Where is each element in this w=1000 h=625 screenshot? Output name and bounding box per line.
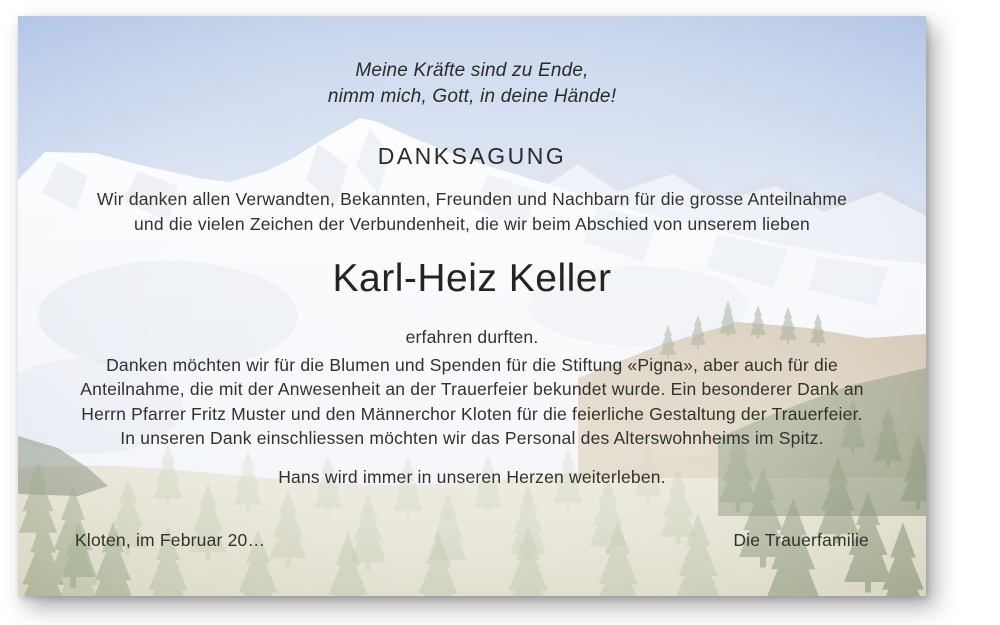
deceased-name: Karl-Heiz Keller xyxy=(332,257,612,300)
quote-line-1: Meine Kräfte sind zu Ende, xyxy=(355,60,589,81)
card-text xyxy=(18,16,926,596)
thanks-paragraph xyxy=(80,353,863,451)
quote-line-2: nimm mich, Gott, in deine Hände! xyxy=(327,86,617,107)
remembrance-line: Hans wird immer in unseren Herzen weiterleben. xyxy=(278,466,666,487)
opening-quote xyxy=(328,58,616,110)
place-date: Kloten, im Februar 20… xyxy=(75,529,266,550)
intro-line-2: und die vielen Zeichen der Verbundenheit, die wir beim Abschied von unserem lieben xyxy=(134,213,810,234)
memorial-card xyxy=(18,16,926,596)
thanks-line-2: Anteilnahme, die mit der Anwesenheit an der Trauerfeier bekundet wurde. Ein besonderer Dank an xyxy=(80,379,864,399)
signature: Die Trauerfamilie xyxy=(733,529,869,550)
thanks-line-1: Danken möchten wir für die Blumen und Spenden für die Stiftung «Pigna», aber auch für die xyxy=(106,354,838,375)
thanks-line-4: In unseren Dank einschliessen möchten wir das Personal des Alterswohnheims im Spitz. xyxy=(120,428,824,448)
card-footer xyxy=(75,528,869,553)
card-title: DANKSAGUNG xyxy=(377,143,567,169)
after-name-line: erfahren durften. xyxy=(405,327,539,347)
intro-paragraph xyxy=(97,187,847,236)
thanks-line-3: Herrn Pfarrer Fritz Muster und den Männerchor Kloten für die feierliche Gestaltung der Trauerfeier. xyxy=(81,403,863,424)
intro-line-1: Wir danken allen Verwandten, Bekannten, Freunden und Nachbarn für die grosse Anteilnahme xyxy=(96,189,848,209)
